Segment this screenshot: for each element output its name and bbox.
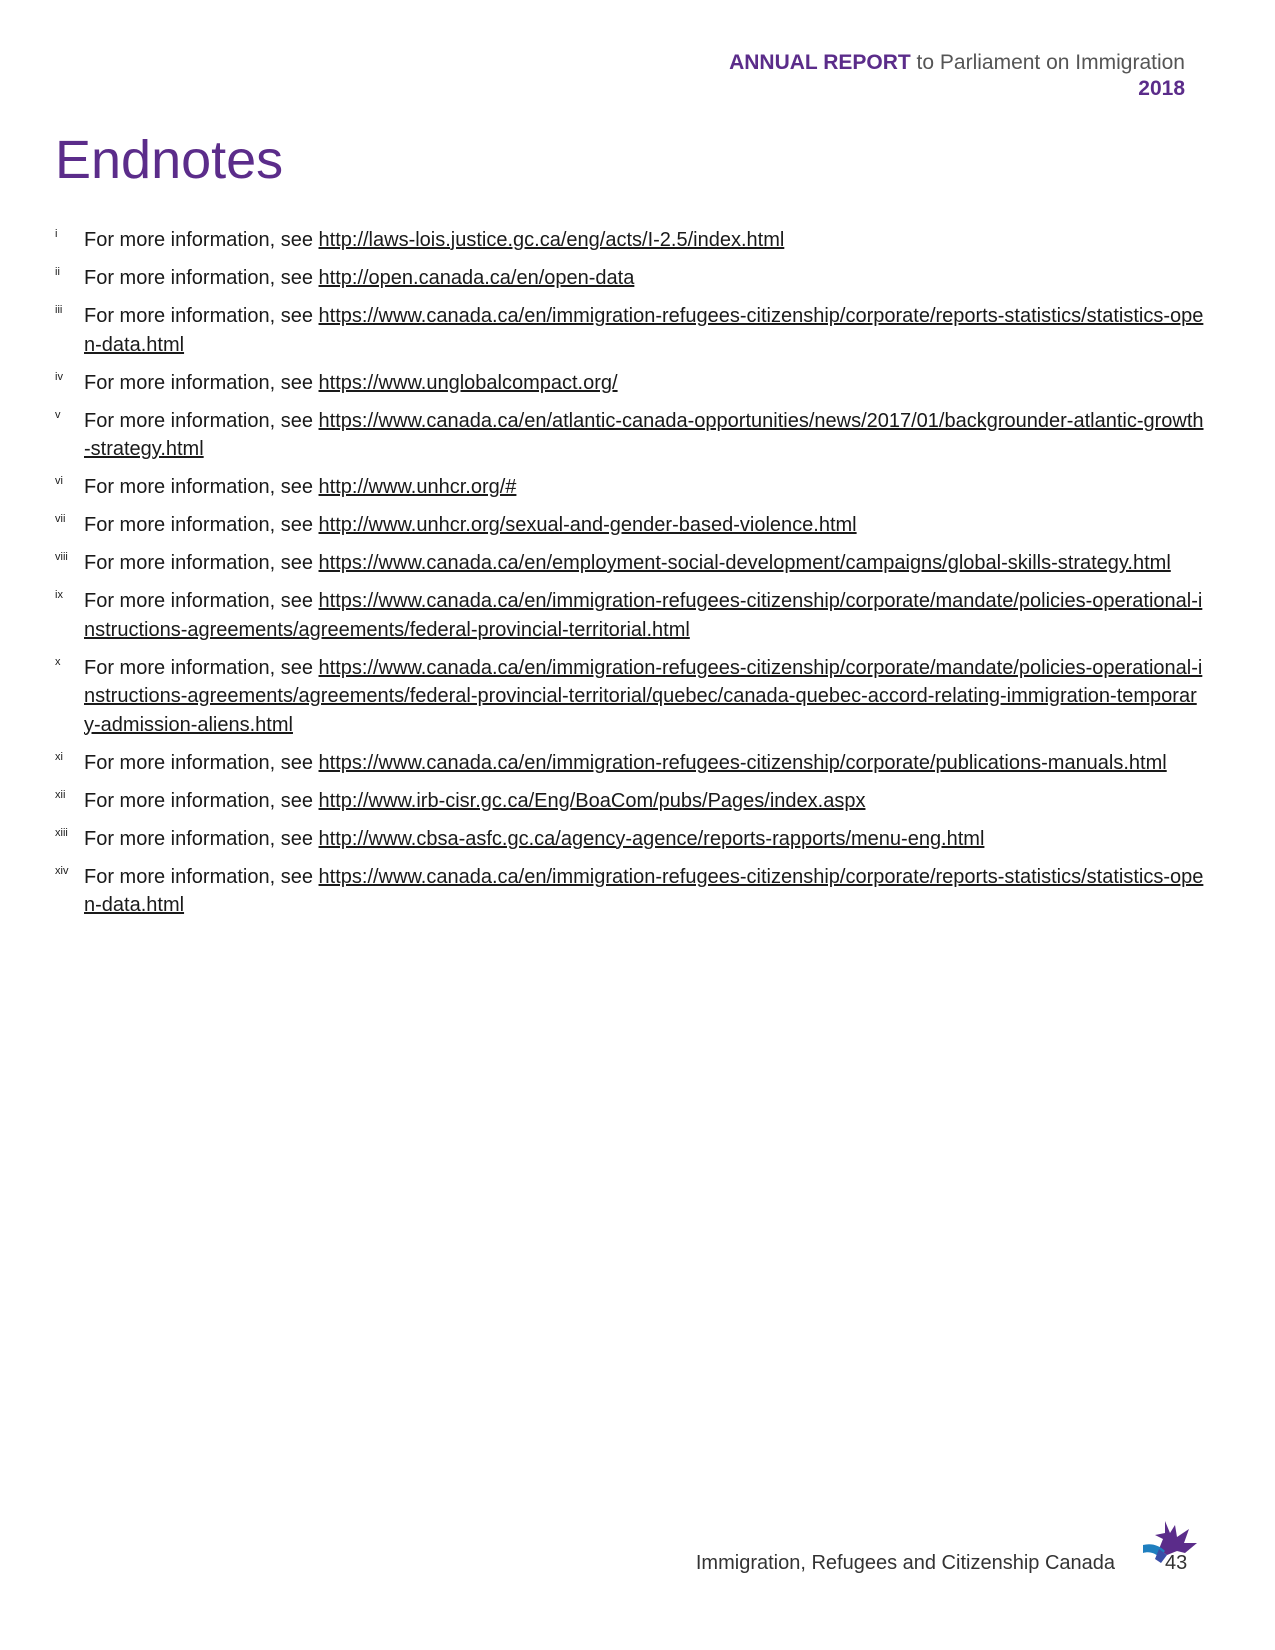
endnote-link[interactable]: http://laws-lois.justice.gc.ca/eng/acts/I-2.5/index.html [318, 229, 785, 251]
endnote-link[interactable]: https://www.canada.ca/en/immigration-refugees-citizenship/corporate/publications-manuals.html [318, 751, 1167, 774]
running-header [729, 50, 1185, 102]
endnote-item [55, 511, 1205, 540]
endnote-lead-text: For more information, see [84, 827, 319, 850]
endnote-lead-text: For more information, see [84, 590, 319, 612]
page-title: Endnotes [55, 130, 284, 190]
endnote-lead-text: For more information, see [84, 552, 319, 574]
endnote-item [55, 226, 1205, 255]
endnote-link[interactable]: https://www.canada.ca/en/immigration-refugees-citizenship/corporate/mandate/policies-operational-instructions-agreements/agreements/federal-provincial-territorial/quebec/canada-quebec-accord-relating-immigration-temporary-admission-aliens.html [84, 656, 1203, 736]
endnote-item [55, 369, 1205, 398]
endnote-link[interactable]: https://www.canada.ca/en/immigration-refugees-citizenship/corporate/reports-statistics/statistics-open-data.html [84, 865, 1204, 916]
endnote-lead-text: For more information, see [84, 229, 319, 251]
endnote-link[interactable]: http://www.cbsa-asfc.gc.ca/agency-agence/reports-rapports/menu-eng.html [318, 827, 985, 850]
endnote-item [55, 863, 1205, 920]
header-line-1 [729, 50, 1185, 76]
endnote-item [55, 302, 1205, 359]
endnote-number: ii [55, 266, 60, 278]
endnote-number: viii [55, 551, 68, 563]
endnote-number: i [55, 228, 58, 240]
endnote-lead-text: For more information, see [84, 305, 319, 327]
endnote-lead-text: For more information, see [84, 789, 319, 812]
endnote-number: vii [55, 513, 66, 525]
endnote-number: iv [55, 370, 63, 383]
endnote-number: iii [55, 304, 63, 316]
endnote-lead-text: For more information, see [84, 514, 319, 536]
endnote-lead-text: For more information, see [84, 656, 319, 679]
header-year: 2018 [1138, 77, 1185, 100]
endnote-lead-text: For more information, see [84, 751, 319, 774]
endnote-link[interactable]: http://www.unhcr.org/sexual-and-gender-based-violence.html [318, 514, 857, 536]
endnote-lead-text: For more information, see [84, 865, 319, 888]
endnote-item [55, 473, 1205, 502]
page-footer [696, 1515, 1207, 1575]
endnote-number: v [55, 408, 61, 421]
endnote-number: xiv [55, 864, 69, 877]
endnote-link[interactable]: http://www.unhcr.org/# [318, 476, 517, 498]
endnote-link[interactable]: http://www.irb-cisr.gc.ca/Eng/BoaCom/pubs/Pages/index.aspx [318, 789, 866, 812]
endnote-link[interactable]: https://www.canada.ca/en/immigration-refugees-citizenship/corporate/reports-statistics/statistics-open-data.html [84, 305, 1204, 356]
endnote-lead-text: For more information, see [84, 371, 319, 394]
endnote-item [55, 825, 1205, 854]
endnotes-list [55, 226, 1205, 929]
endnote-lead-text: For more information, see [84, 267, 319, 289]
footer-department: Immigration, Refugees and Citizenship Canada [695, 1552, 1115, 1574]
endnote-item [55, 264, 1205, 293]
endnote-item [55, 654, 1205, 740]
footer-logo [1137, 1515, 1207, 1575]
endnote-link[interactable]: https://www.canada.ca/en/employment-social-development/campaigns/global-skills-strategy.html [318, 552, 1171, 574]
endnote-item [55, 587, 1205, 644]
endnote-number: xiii [55, 826, 68, 839]
endnote-link[interactable]: http://open.canada.ca/en/open-data [318, 267, 635, 289]
header-brand: ANNUAL REPORT [729, 51, 911, 74]
endnote-item [55, 407, 1205, 464]
endnote-number: ix [55, 589, 63, 601]
endnote-number: xi [55, 750, 63, 763]
endnote-link[interactable]: https://www.unglobalcompact.org/ [318, 371, 618, 394]
endnote-number: x [55, 655, 61, 668]
endnote-item [55, 749, 1205, 778]
endnote-lead-text: For more information, see [84, 409, 319, 432]
endnote-number: vi [55, 475, 63, 487]
endnote-item [55, 787, 1205, 816]
endnote-item [55, 549, 1205, 578]
endnote-number: xii [55, 788, 66, 801]
header-subtitle: to Parliament on Immigration [910, 51, 1185, 74]
endnote-link[interactable]: https://www.canada.ca/en/atlantic-canada-opportunities/news/2017/01/backgrounder-atlantic-growth-strategy.html [84, 409, 1204, 460]
page-number: 43 [1165, 1552, 1188, 1574]
endnote-lead-text: For more information, see [84, 476, 319, 498]
endnote-link[interactable]: https://www.canada.ca/en/immigration-refugees-citizenship/corporate/mandate/policies-operational-instructions-agreements/agreements/federal-provincial-territorial.html [84, 590, 1203, 641]
